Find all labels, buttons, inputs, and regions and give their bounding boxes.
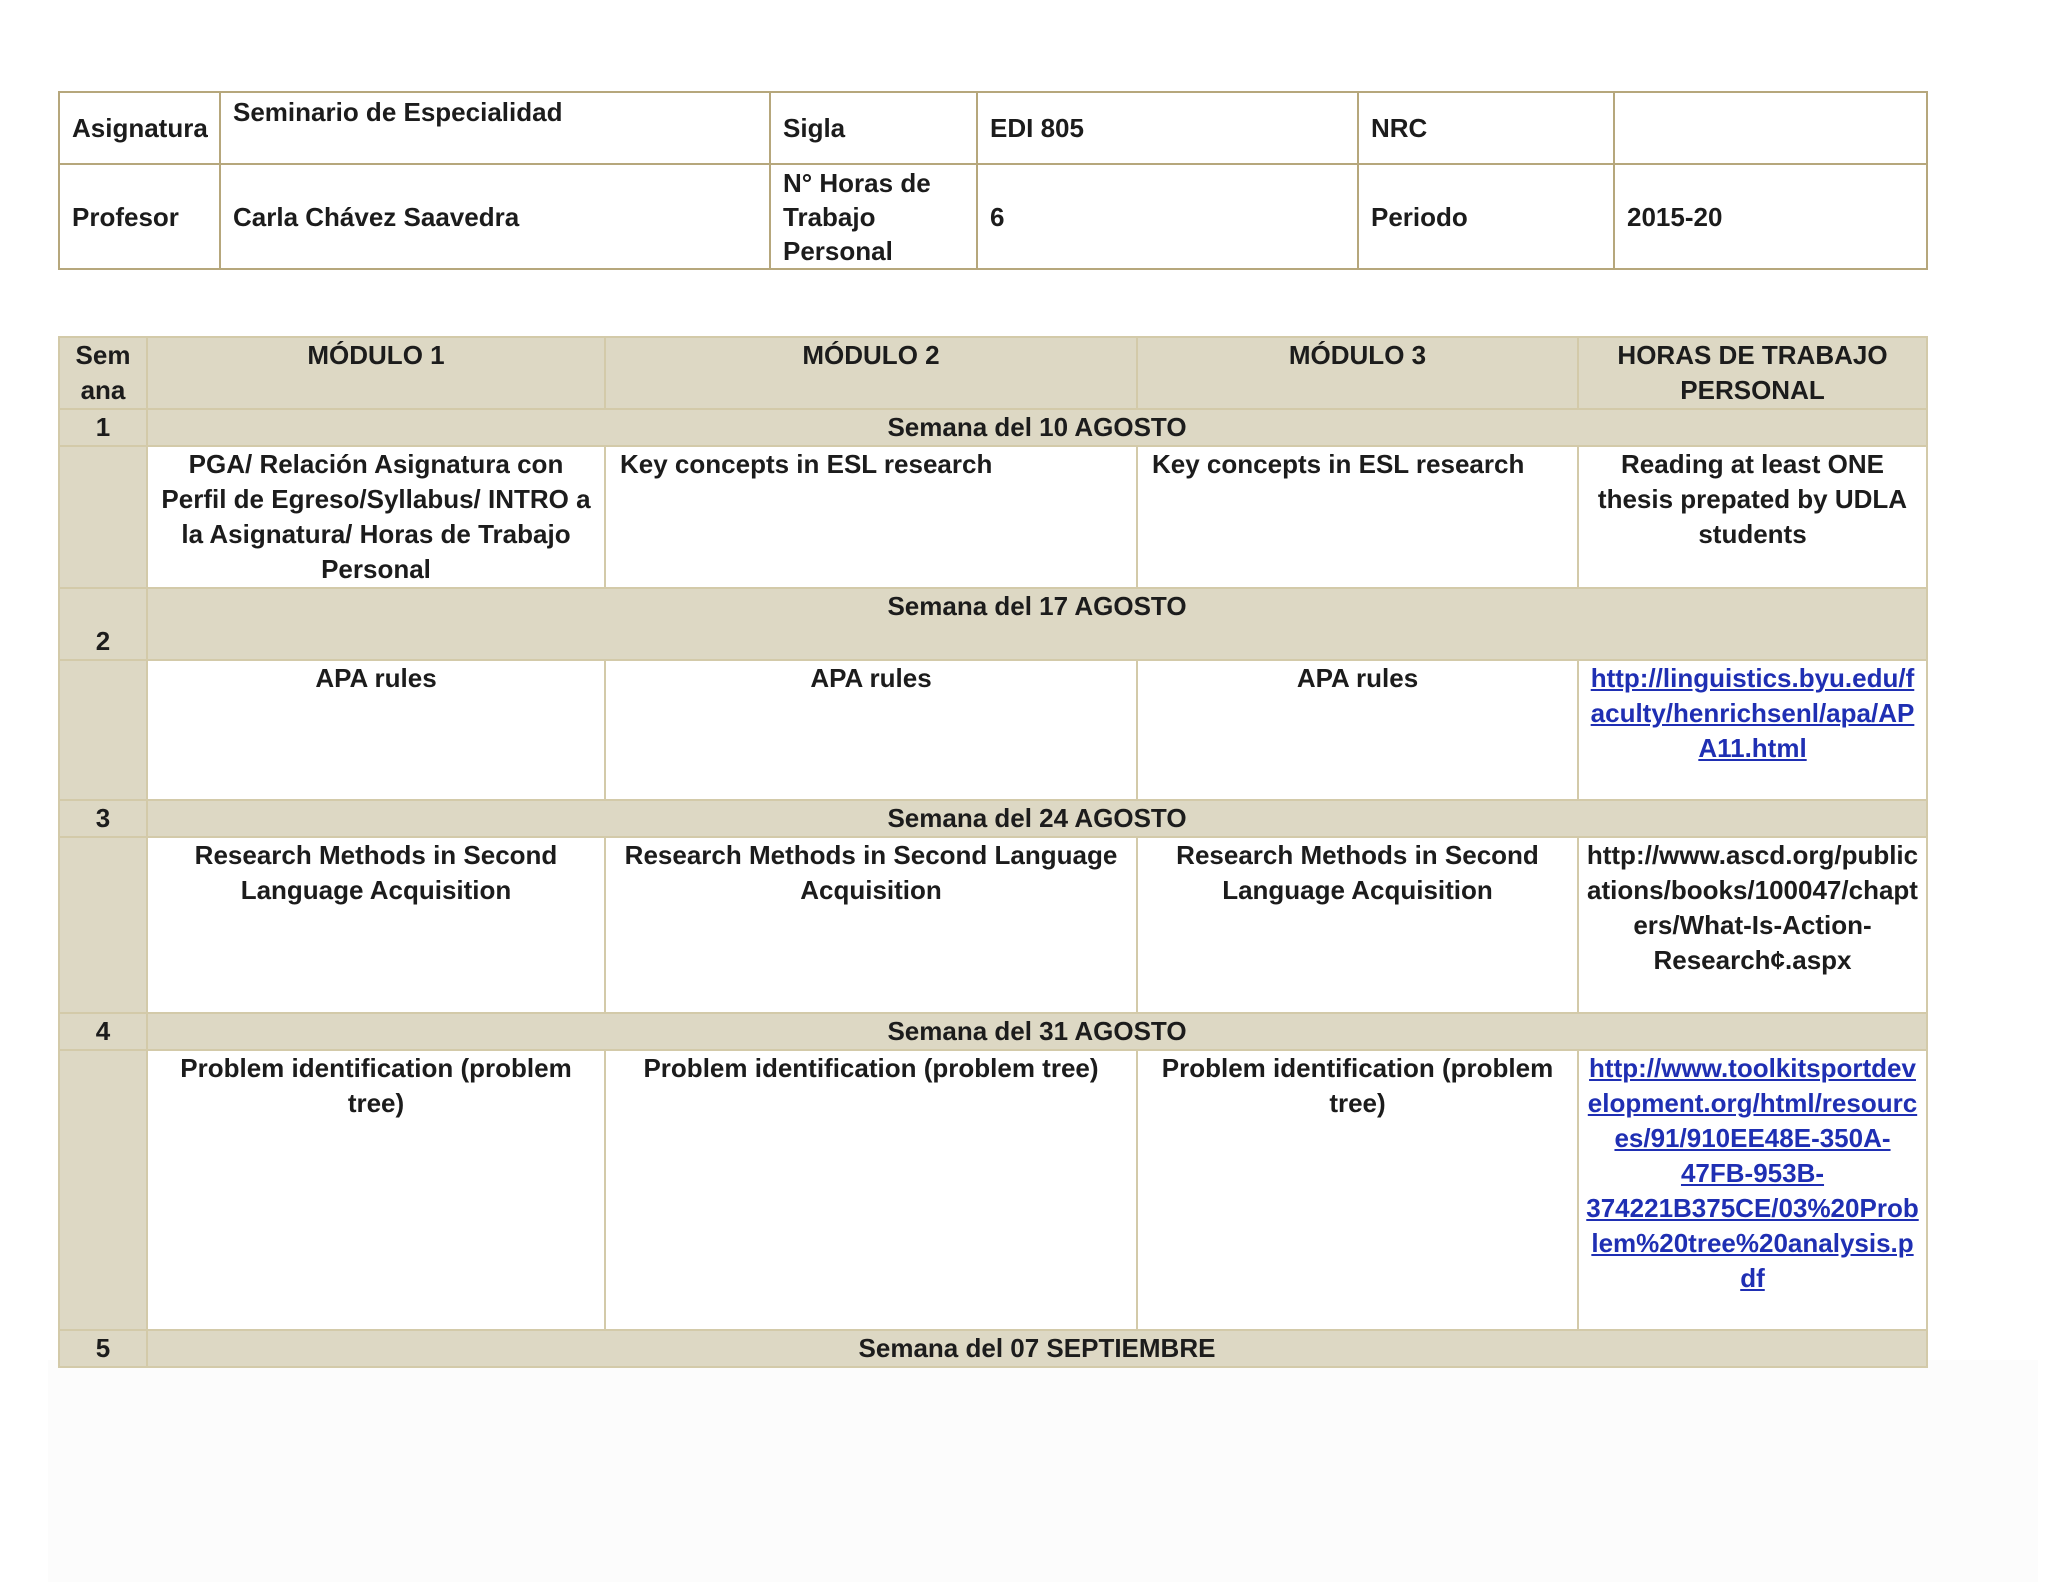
modulo-1-header: MÓDULO 1 [147, 337, 605, 409]
profesor-value: Carla Chávez Saavedra [220, 164, 770, 269]
week-title: Semana del 24 AGOSTO [147, 800, 1927, 837]
week-content-row [59, 446, 1927, 588]
profesor-label: Profesor [59, 164, 220, 269]
week-number: 1 [59, 409, 147, 446]
semana-header: Sem ana [59, 337, 147, 409]
modulo-2-cell: Research Methods in Second Language Acquisition [605, 837, 1137, 1013]
horas-value: 6 [977, 164, 1358, 269]
modulo-2-cell: Key concepts in ESL research [605, 446, 1137, 588]
week-number: 3 [59, 800, 147, 837]
info-row-1 [59, 92, 1927, 164]
periodo-label: Periodo [1358, 164, 1614, 269]
horas-cell [1578, 1050, 1927, 1330]
modulo-3-cell: Research Methods in Second Language Acquisition [1137, 837, 1578, 1013]
asignatura-value: Seminario de Especialidad [220, 92, 770, 164]
schedule-header-row [59, 337, 1927, 409]
week-title: Semana del 07 SEPTIEMBRE [147, 1330, 1927, 1367]
modulo-2-cell: Problem identification (problem tree) [605, 1050, 1137, 1330]
week-title: Semana del 10 AGOSTO [147, 409, 1927, 446]
modulo-2-cell: APA rules [605, 660, 1137, 800]
apa-rules-link[interactable]: http://linguistics.byu.edu/faculty/henrichsenl/apa/APA11.html [1590, 663, 1915, 763]
week-side-cell [59, 837, 147, 1013]
sigla-value: EDI 805 [977, 92, 1358, 164]
week-row [59, 588, 1927, 660]
week-title: Semana del 17 AGOSTO [147, 588, 1927, 660]
week-number: 2 [59, 588, 147, 660]
nrc-value [1614, 92, 1927, 164]
modulo-1-cell: Research Methods in Second Language Acquisition [147, 837, 605, 1013]
course-info-table [58, 91, 1928, 270]
sigla-label: Sigla [770, 92, 977, 164]
modulo-3-cell: Key concepts in ESL research [1137, 446, 1578, 588]
week-content-row [59, 1050, 1927, 1330]
modulo-3-cell: APA rules [1137, 660, 1578, 800]
nrc-label: NRC [1358, 92, 1614, 164]
horas-label: N° Horas de Trabajo Personal [770, 164, 977, 269]
page-bottom-area [48, 1360, 2038, 1582]
modulo-2-header: MÓDULO 2 [605, 337, 1137, 409]
week-side-cell [59, 660, 147, 800]
week-row [59, 800, 1927, 837]
modulo-1-cell: PGA/ Relación Asignatura con Perfil de Egreso/Syllabus/ INTRO a la Asignatura/ Horas de Trabajo Personal [147, 446, 605, 588]
asignatura-label: Asignatura [59, 92, 220, 164]
week-title: Semana del 31 AGOSTO [147, 1013, 1927, 1050]
week-row [59, 1013, 1927, 1050]
problem-tree-link[interactable]: http://www.toolkitsportdevelopment.org/html/resources/91/910EE48E-350A-47FB-953B-374221B375CE/03%20Problem%20tree%20analysis.pdf [1586, 1053, 1919, 1293]
modulo-1-cell: APA rules [147, 660, 605, 800]
week-row [59, 409, 1927, 446]
week-number: 4 [59, 1013, 147, 1050]
horas-cell: http://www.ascd.org/publications/books/100047/chapters/What-Is-Action-Research¢.aspx [1578, 837, 1927, 1013]
modulo-3-cell: Problem identification (problem tree) [1137, 1050, 1578, 1330]
horas-cell: Reading at least ONE thesis prepated by UDLA students [1578, 446, 1927, 588]
week-content-row [59, 837, 1927, 1013]
week-number: 5 [59, 1330, 147, 1367]
horas-header: HORAS DE TRABAJO PERSONAL [1578, 337, 1927, 409]
week-content-row [59, 660, 1927, 800]
periodo-value: 2015-20 [1614, 164, 1927, 269]
horas-cell [1578, 660, 1927, 800]
modulo-1-cell: Problem identification (problem tree) [147, 1050, 605, 1330]
info-row-2 [59, 164, 1927, 269]
week-row [59, 1330, 1927, 1367]
week-side-cell [59, 1050, 147, 1330]
week-side-cell [59, 446, 147, 588]
weekly-schedule-table [58, 336, 1928, 1368]
modulo-3-header: MÓDULO 3 [1137, 337, 1578, 409]
